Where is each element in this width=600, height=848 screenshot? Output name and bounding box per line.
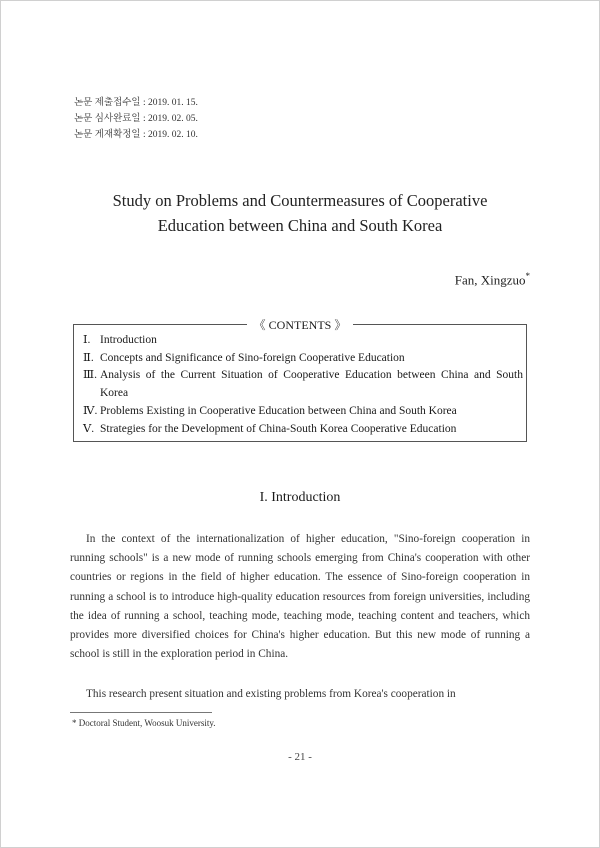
paragraph: This research present situation and existing problems from Korea's cooperation in (86, 688, 456, 701)
toc-item-3 (83, 367, 523, 402)
toc-item-5 (83, 421, 523, 439)
paragraph: In the context of the internationalization of higher education, "Sino-foreign cooperation in running schools" is a new mode of running schools emerging from China's cooperation with other countries or regions in the field of higher education. The essence of Sino-foreign cooperation in running a school is to introduce high-quality education resources from foreign universities, including the idea of running a school, teaching mode, teaching mode, teaching content and teachers, which provides more diversified choices for China's higher education. But this new mode of running a school is still in the exploration period in China. (70, 533, 530, 661)
paper-title-line-1: Study on Problems and Countermeasures of Cooperative (112, 191, 488, 210)
toc-number: Ⅰ. (83, 334, 91, 346)
paper-title (60, 188, 540, 238)
toc-number: Ⅱ. (83, 351, 94, 364)
toc-number: Ⅲ. (83, 369, 97, 382)
section-heading: I. Introduction (259, 490, 341, 505)
body-text (70, 530, 530, 726)
toc-text: Introduction (100, 334, 157, 346)
footnote: * Doctoral Student, Woosuk University. (72, 718, 216, 728)
toc-item-1 (83, 332, 523, 350)
toc-number: Ⅳ. (83, 404, 98, 417)
contents-heading (73, 316, 527, 333)
paper-title-line-2: Education between China and South Korea (157, 216, 443, 235)
page-number: - 21 - (288, 751, 312, 763)
submission-dates (74, 95, 198, 143)
author-name: Fan, Xingzuo (454, 272, 526, 288)
table-of-contents (83, 332, 523, 438)
toc-text: Analysis of the Current Situation of Cooperative Education between China and South Korea (100, 369, 523, 400)
toc-text: Problems Existing in Cooperative Education between China and South Korea (100, 404, 457, 417)
author-footnote-mark: * (525, 271, 530, 281)
toc-number: Ⅴ. (83, 422, 95, 435)
toc-item-2 (83, 350, 523, 368)
toc-text: Strategies for the Development of China-South Korea Cooperative Education (100, 422, 457, 435)
submission-date-line: 논문 제출접수일 : 2019. 01. 15. (74, 98, 198, 108)
review-date-line: 논문 심사완료일 : 2019. 02. 05. (74, 114, 198, 124)
contents-heading-text: 《 CONTENTS 》 (247, 318, 354, 332)
author (455, 271, 530, 288)
toc-item-4 (83, 403, 523, 421)
acceptance-date-line: 논문 게재확정일 : 2019. 02. 10. (74, 130, 198, 140)
toc-text: Concepts and Significance of Sino-foreign Cooperative Education (100, 351, 405, 364)
footnote-divider (70, 712, 212, 713)
